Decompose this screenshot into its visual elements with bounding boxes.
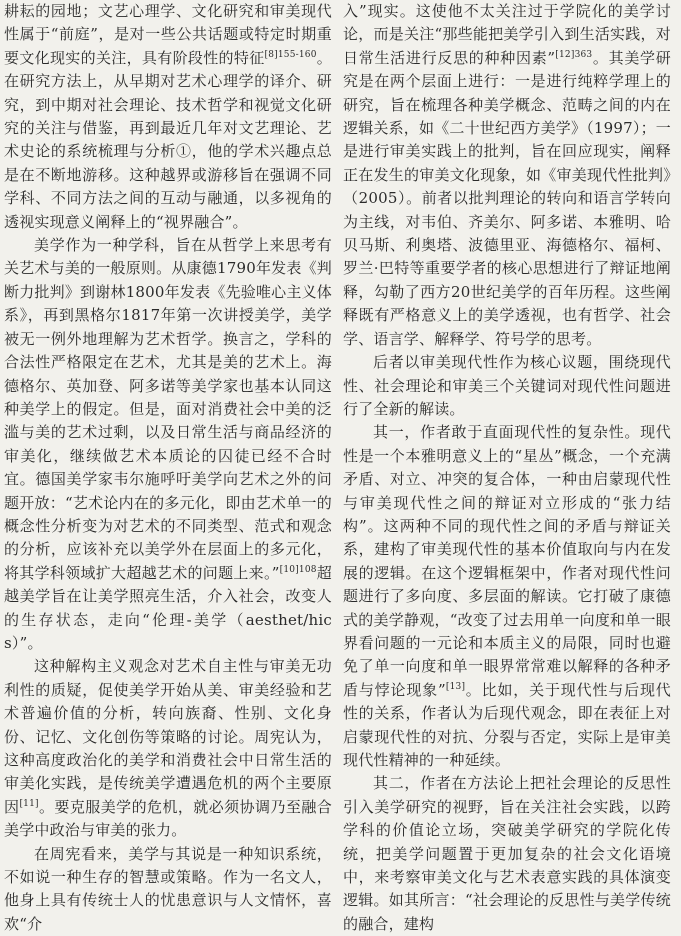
paragraph: 耕耘的园地；文艺心理学、文化研究和审美现代性属于“前庭”，是对一些公共话题或特定时期重要文化现实的关注，具有阶段性的特征$^{[8]155-160}$。在研究方法上，从早期对艺术心理学的译介、研究，到中期对社会理论、技术哲学和视觉文化研究的关注与借鉴，再到最近几年对文艺理论、艺术史论的系统梳理与分析①，他的学术兴趣点总是在不断地游移。这种越界或游移旨在强调不同学科、不同方法之间的互动与融通，以多视角的透视实现意义阐释上的“视界融合”。 (4, 2, 332, 231)
paragraph: 其二，作者在方法论上把社会理论的反思性引入美学研究的视野，旨在关注社会实践，以跨学科的价值论立场，突破美学研究的学院化传统，把美学问题置于更加复杂的社会文化语境中，来考察审美文化与艺术表意实践的具体演变逻辑。如其所言：“社会理论的反思性与美学传统的融合，建构 (343, 774, 671, 933)
citation: [12]363 (555, 49, 593, 60)
paragraph: 这种解构主义观念对艺术自主性与审美无功利性的质疑，促使美学开始从美、审美经验和艺术普遍价值的分析，转向族裔、性别、文化身份、记忆、文化创伤等策略的讨论。周宪认为，这种高度政治化的美学和消费社会中日常生活的审美化实践，是传统美学遭遇危机的两个主要原因[11]。要克服美学的危机，就必须协调乃至融合美学中政治与审美的张力。 (4, 657, 332, 840)
citation: [13] (445, 681, 466, 692)
paragraph: 美学作为一种学科，旨在从哲学上来思考有关艺术与美的一般原则。从康德1790年发表《判断力批判》到谢林1800年发表《先验唯心主义体系》，再到黑格尔1817年第一次讲授美学，美学被无一例外地理解为艺术哲学。换言之，学科的合法性严格限定在艺术，尤其是美的艺术上。海德格尔、英加登、阿多诺等美学家也基本认同这种美学上的假定。但是，面对消费社会中美的泛滥与美的艺术过剩，以及日常生活与商品经济的审美化，继续做艺术本质论的囚徒已经不合时宜。德国美学家韦尔施呼吁美学向艺术之外的问题开放：“艺术论内在的多元化，即由艺术单一的概念性分析变为对艺术的不同类型、范式和观念的分析，应该补充以美学外在层面上的多元化，将其学科领域扩大超越艺术的问题上来。”$^{[10]108}$超越美学旨在让美学照亮生活，介入社会，改变人的生存状态，走向“伦理-美学（aesthet/hics）”。 (4, 236, 332, 652)
paragraph: 后者以审美现代性作为核心议题，围绕现代性、社会理论和审美三个关键词对现代性问题进行了全新的解读。 (343, 353, 671, 418)
citation: [8]155-160 (264, 49, 317, 60)
paragraph: 入”现实。这使他不太关注过于学院化的美学讨论，而是关注“那些能把美学引入到生活实践，对日常生活进行反思的种种因素”$^{[12]363}$。其美学研究是在两个层面上进行：一是进行纯粹学理上的研究，旨在梳理各种美学概念、范畴之间的内在逻辑关系，如《二十世纪西方美学》（1997）；一是进行审美实践上的批判，旨在回应现实，阐释正在发生的审美文化现象，如《审美现代性批判》（2005）。前者以批判理论的转向和语言学转向为主线，对韦伯、齐美尔、阿多诺、本雅明、哈贝马斯、利奥塔、波德里亚、海德格尔、福柯、罗兰·巴特等重要学者的核心思想进行了辩证地阐释，勾勒了西方20世纪美学的百年历程。这些阐释既有严格意义上的美学透视，也有哲学、社会学、语言学、解释学、符号学的思考。 (343, 2, 671, 348)
citation: [11] (19, 798, 39, 809)
paragraph: 其一，作者敢于直面现代性的复杂性。现代性是一个本雅明意义上的“星丛”概念，一个充满矛盾、对立、冲突的复合体，一种由启蒙现代性与审美现代性之间的辩证对立形成的“张力结构”。这两种不同的现代性之间的矛盾与辩证关系，建构了审美现代性的基本价值取向与内在发展的逻辑。在这个逻辑框架中，作者对现代性问题进行了多向度、多层面的解读。它打破了康德式的美学静观，“改变了过去用单一向度和单一眼界看问题的一元论和本质主义的局限，同时也避免了单一向度和单一眼界常常难以解释的各种矛盾与悖论现象”[13]。比如，关于现代性与后现代性的关系，作者认为后现代观念，即在表征上对启蒙现代性的对抗、分裂与否定，实际上是审美现代性精神的一种延续。 (343, 423, 671, 769)
citation: [10]108 (279, 564, 317, 575)
left-column (4, 0, 332, 936)
right-column (343, 0, 671, 936)
paragraph: 在周宪看来，美学与其说是一种知识系统，不如说一种生存的智慧或策略。作为一名文人，他身上具有传统士人的忧患意识与人文情怀，喜欢“介 (4, 844, 332, 933)
